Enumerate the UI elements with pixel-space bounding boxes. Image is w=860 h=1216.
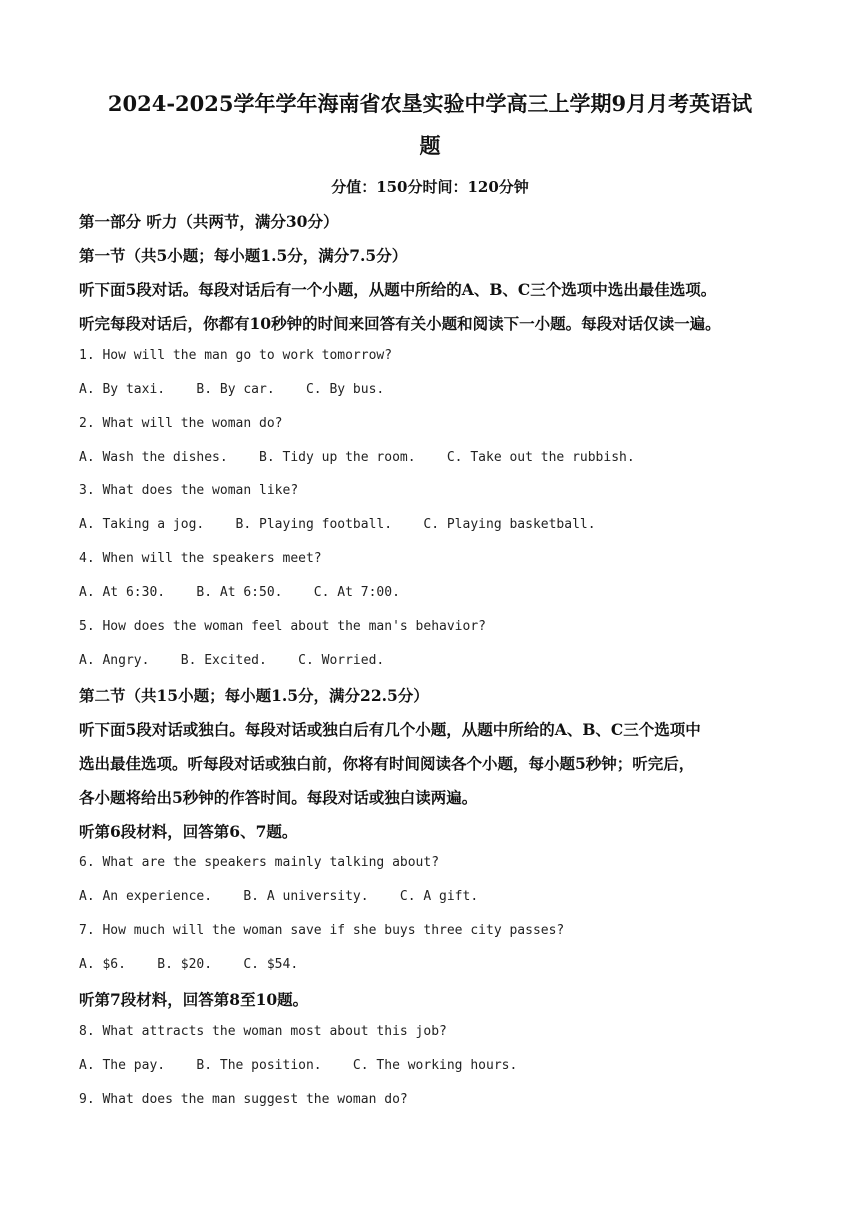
question-7: 7. How much will the woman save if she buys three city passes?: [79, 923, 565, 938]
question-1: 1. How will the man go to work tomorrow?: [79, 348, 393, 363]
question-5-options: A. Angry. B. Excited. C. Worried.: [79, 653, 385, 668]
exam-title-line-1: 2024-2025学年学年海南省农垦实验中学高三上学期9月月考英语试: [107, 91, 753, 116]
question-2: 2. What will the woman do?: [79, 416, 283, 431]
section1-heading: 第一节（共5小题；每小题1.5分，满分7.5分）: [79, 246, 408, 265]
question-9: 9. What does the man suggest the woman do?: [79, 1092, 408, 1107]
section2-instruction-line-1: 听下面5段对话或独白。每段对话或独白后有几个小题，从题中所给的A、B、C三个选项中: [79, 720, 701, 739]
question-8-options: A. The pay. B. The position. C. The working hours.: [79, 1058, 518, 1073]
question-1-options: A. By taxi. B. By car. C. By bus.: [79, 382, 385, 397]
exam-title-line-2: 题: [419, 133, 441, 158]
question-2-options: A. Wash the dishes. B. Tidy up the room. C. Take out the rubbish.: [79, 450, 635, 465]
question-4: 4. When will the speakers meet?: [79, 551, 322, 566]
section2-instruction-line-2: 选出最佳选项。听每段对话或独白前，你将有时间阅读各个小题，每小题5秒钟；听完后，: [79, 754, 695, 773]
section1-instruction-line-2: 听完每段对话后，你都有10秒钟的时间来回答有关小题和阅读下一小题。每段对话仅读一遍。: [79, 314, 721, 333]
question-5: 5. How does the woman feel about the man's behavior?: [79, 619, 486, 634]
question-3: 3. What does the woman like?: [79, 483, 299, 498]
material-6-heading: 听第6段材料，回答第6、7题。: [79, 822, 298, 841]
question-6: 6. What are the speakers mainly talking about?: [79, 855, 440, 870]
part1-heading: 第一部分 听力（共两节，满分30分）: [79, 212, 339, 231]
section2-instruction-line-3: 各小题将给出5秒钟的作答时间。每段对话或独白读两遍。: [79, 788, 478, 807]
score-time-line: 分值：150分时间：120分钟: [331, 178, 529, 196]
question-3-options: A. Taking a jog. B. Playing football. C. Playing basketball.: [79, 517, 596, 532]
question-4-options: A. At 6:30. B. At 6:50. C. At 7:00.: [79, 585, 400, 600]
question-8: 8. What attracts the woman most about this job?: [79, 1024, 447, 1039]
section2-heading: 第二节（共15小题；每小题1.5分，满分22.5分）: [79, 686, 429, 705]
question-6-options: A. An experience. B. A university. C. A gift.: [79, 889, 479, 904]
material-7-heading: 听第7段材料，回答第8至10题。: [79, 990, 309, 1009]
section1-instruction-line-1: 听下面5段对话。每段对话后有一个小题，从题中所给的A、B、C三个选项中选出最佳选项。: [79, 280, 717, 299]
question-7-options: A. $6. B. $20. C. $54.: [79, 957, 299, 972]
